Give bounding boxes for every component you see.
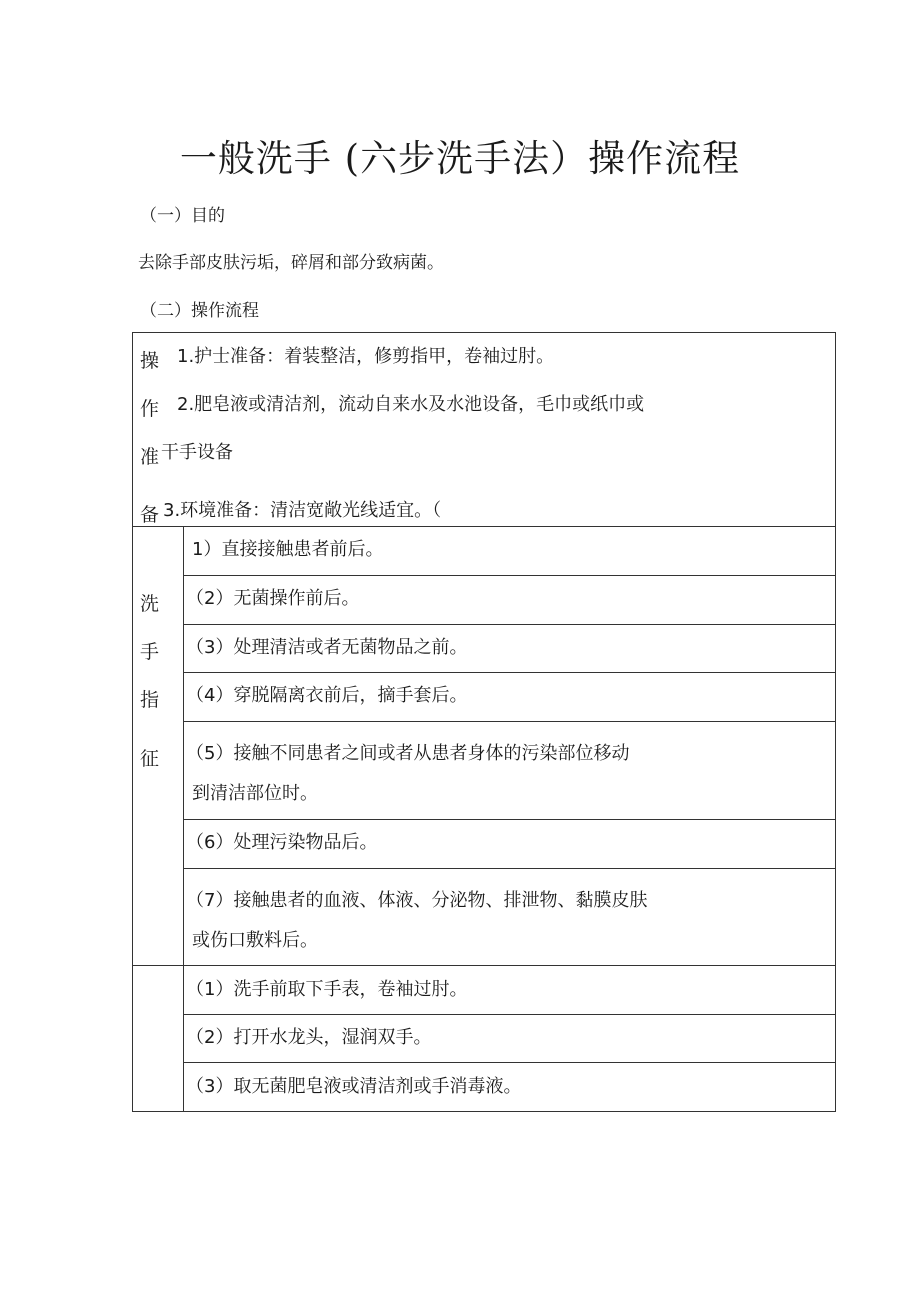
prep-label-char: 操 (140, 350, 160, 372)
step-item: （1）洗手前取下手表，卷袖过肘。 (186, 979, 468, 1000)
indication-item: （5）接触不同患者之间或者从患者身体的污染部位移动 (186, 743, 630, 764)
row-divider (183, 1062, 835, 1063)
indication-item-cont: 到清洁部位时。 (192, 783, 318, 804)
row-divider (133, 965, 835, 966)
row-divider (183, 672, 835, 673)
step-item: （2）打开水龙头，湿润双手。 (186, 1027, 432, 1048)
step-item: （3）取无菌肥皂液或清洁剂或手消毒液。 (186, 1076, 522, 1097)
row-divider (183, 1014, 835, 1015)
indication-item: （6）处理污染物品后。 (186, 832, 378, 853)
prep-label-char: 备 (140, 504, 160, 526)
indication-label-char: 手 (140, 641, 160, 663)
row-divider (133, 526, 835, 527)
prep-line-environment: 3.环境准备：清洁宽敞光线适宜。（ (163, 500, 442, 521)
purpose-text: 去除手部皮肤污垢，碎屑和部分致病菌。 (138, 253, 444, 273)
page-title: 一般洗手 (六步洗手法）操作流程 (179, 137, 741, 180)
row-divider (183, 575, 835, 576)
row-divider (183, 624, 835, 625)
row-divider (183, 721, 835, 722)
prep-label-char: 准 (140, 446, 160, 468)
section-heading-purpose: （一）目的 (140, 206, 225, 226)
indication-item: （2）无菌操作前后。 (186, 588, 360, 609)
indication-item-cont: 或伤口敷料后。 (192, 930, 318, 951)
prep-line-supplies-cont: 干手设备 (161, 442, 233, 463)
indication-item: 1）直接接触患者前后。 (192, 539, 384, 560)
indication-label-char: 征 (140, 748, 160, 770)
procedure-table (132, 332, 836, 1112)
indication-label-char: 指 (140, 689, 160, 711)
indication-item: （4）穿脱隔离衣前后，摘手套后。 (186, 685, 468, 706)
indication-label-char: 洗 (140, 593, 160, 615)
prep-line-nurse: 1.护士准备：着装整洁，修剪指甲，卷袖过肘。 (177, 346, 555, 367)
prep-label-char: 作 (140, 398, 160, 420)
row-divider (183, 819, 835, 820)
section-heading-procedure: （二）操作流程 (140, 301, 259, 321)
row-divider (183, 868, 835, 869)
prep-line-supplies: 2.肥皂液或清洁剂，流动自来水及水池设备，毛巾或纸巾或 (177, 394, 645, 415)
indication-item: （3）处理清洁或者无菌物品之前。 (186, 637, 468, 658)
indication-item: （7）接触患者的血液、体液、分泌物、排泄物、黏膜皮肤 (186, 890, 648, 911)
